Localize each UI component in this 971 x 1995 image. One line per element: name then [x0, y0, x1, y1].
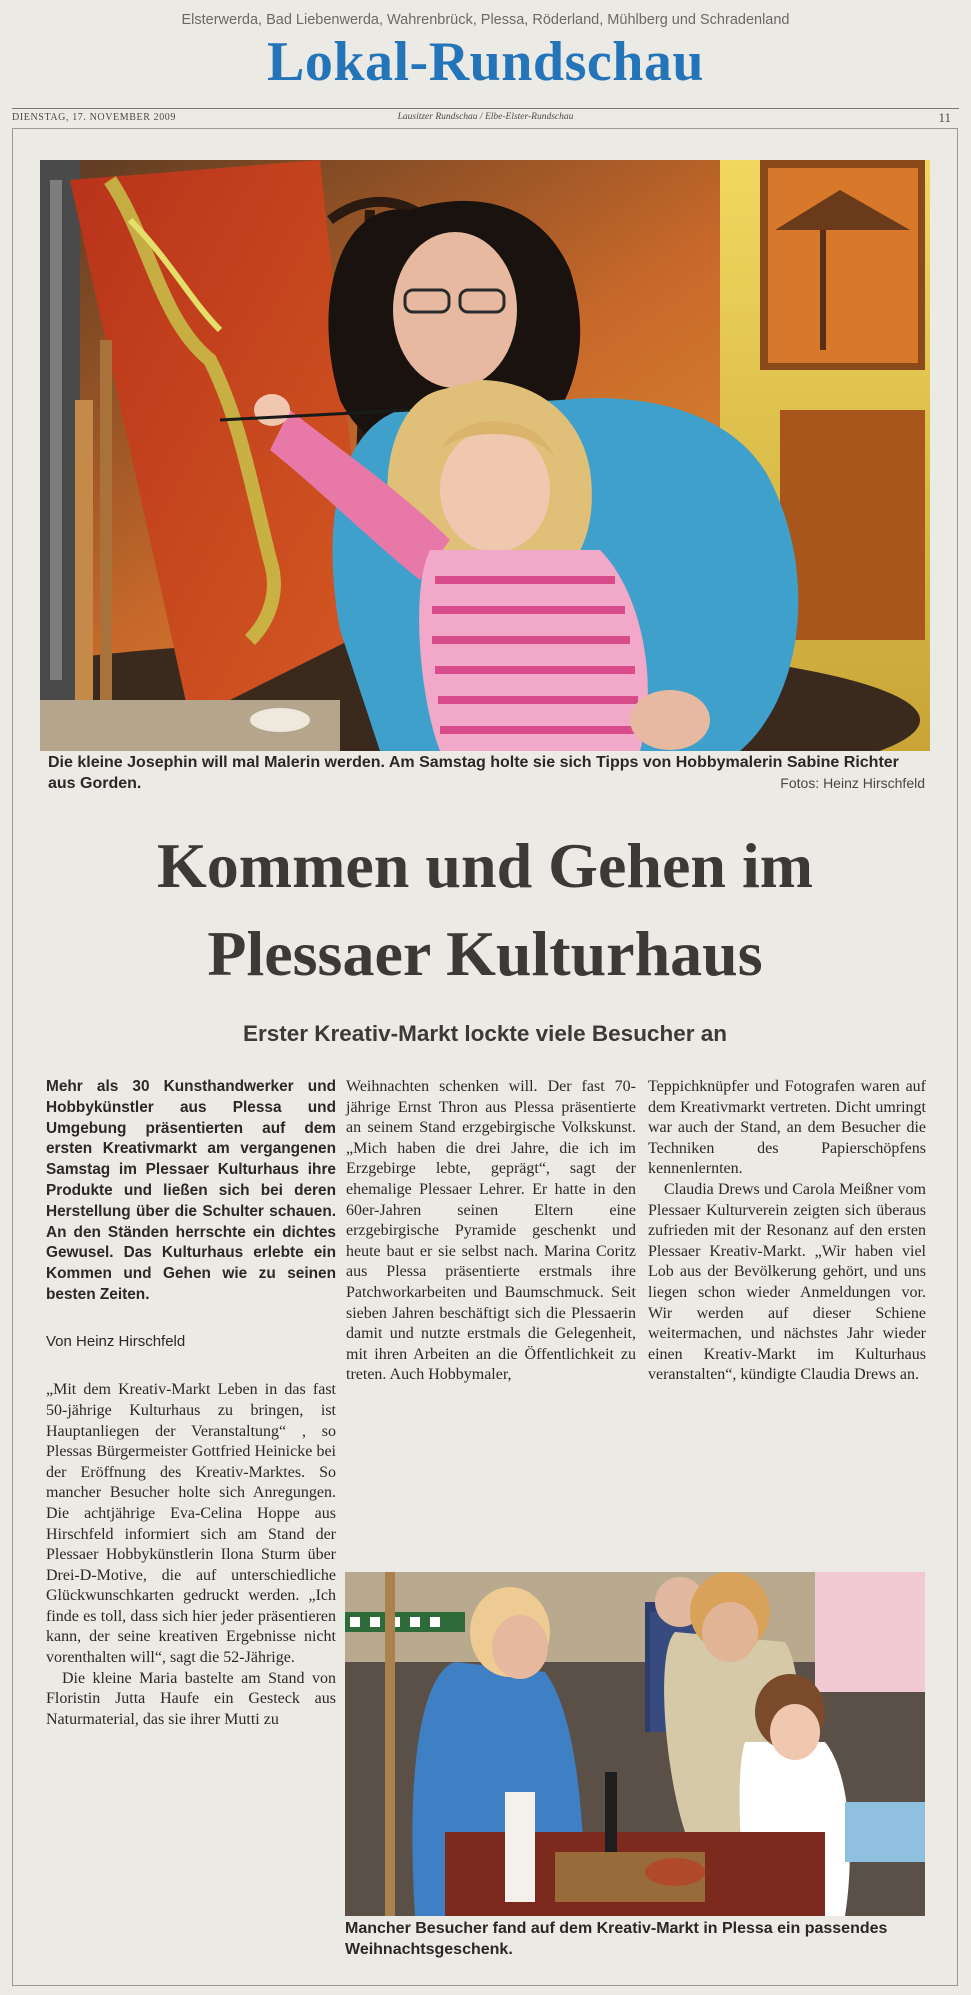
- article-paragraph: „Mit dem Kreativ-Markt Leben in das fast 50-jährige Kulturhaus zu bringen, ist Hauptanliegen der Veranstaltung“ , so Plessas Bürgermeister Gottfried Heinicke bei der Eröffnung des Kreativ-Marktes. So mancher Besucher holte sich Anregungen. Die achtjährige Eva-Celina Hoppe aus Hirschfeld informiert sich am Stand der Plessaer Hobbykünstlerin Ilona Sturm über Drei-D-Motive, die auf unterschiedliche Glückwunschkarten gedruckt werden. „Ich finde es toll, dass sich hier jeder präsentieren kann, der seine kreativen Ergebnisse nicht vorenthalten will“, sagt die 52-Jährige.: [46, 1381, 336, 1667]
- article-subheadline: Erster Kreativ-Markt lockte viele Besucher an: [243, 1021, 727, 1046]
- article-column-1: [46, 1077, 336, 1730]
- market-photo: [345, 1572, 925, 1916]
- article-headline: [40, 822, 930, 998]
- article-paragraph: Claudia Drews und Carola Meißner vom Plessaer Kulturverein zeigten sich überaus zufrieden mit der Resonanz auf den ersten Plessaer Kreativ-Markt. „Wir haben viel Lob aus der Bevölkerung gehört, und uns liegen schon wieder Anmeldungen vor. Wir werden auf dieser Schiene weitermachen, und nächstes Jahr wieder einen Kreativ-Markt im Kulturhaus veranstalten“, kündigte Claudia Drews an.: [648, 1180, 926, 1384]
- headline-line-2: Plessaer Kulturhaus: [207, 918, 763, 989]
- article-paragraph: Die kleine Maria bastelte am Stand von Floristin Jutta Haufe ein Gesteck aus Naturmaterial, das sie ihrer Mutti zu: [46, 1669, 336, 1728]
- page-number: 11: [938, 110, 951, 125]
- region-line: Elsterwerda, Bad Liebenwerda, Wahrenbrück, Plessa, Röderland, Mühlberg und Schradenland: [181, 12, 790, 28]
- publication-name: Lausitzer Rundschau / Elbe-Elster-Rundschau: [397, 112, 574, 122]
- article-paragraph: Teppichknüpfer und Fotografen waren auf dem Kreativmarkt vertreten. Dicht umringt war auch der Stand, an dem Besucher die Techniken des Papierschöpfens kennenlernten.: [648, 1078, 926, 1178]
- article-column-2: [346, 1077, 636, 1386]
- photo1-caption: Die kleine Josephin will mal Malerin werden. Am Samstag holte sie sich Tipps von Hobbymalerin Sabine Richter aus Gorden.: [48, 754, 899, 792]
- photo2-caption: Mancher Besucher fand auf dem Kreativ-Markt in Plessa ein passendes Weihnachtsgeschenk.: [345, 1920, 888, 1958]
- headline-line-1: Kommen und Gehen im: [156, 830, 814, 901]
- article-lead: Mehr als 30 Kunsthandwerker und Hobbykünstler aus Plessa und Umgebung präsentierten auf dem ersten Kreativmarkt am vergangenen Samstag im Plessaer Kulturhaus ihre Produkte und ließen sich bei deren Herstellung über die Schulter schauen. An den Ständen herrschte ein dichtes Gewusel. Das Kulturhaus erlebte ein Kommen und Gehen wie zu seinen besten Zeiten.: [46, 1078, 336, 1303]
- issue-date: DIENSTAG, 17. NOVEMBER 2009: [12, 112, 177, 123]
- photo-credit: Fotos: Heinz Hirschfeld: [780, 775, 925, 791]
- painting-photo: [40, 160, 930, 751]
- article-byline: Von Heinz Hirschfeld: [46, 1332, 186, 1350]
- article-paragraph: Weihnachten schenken will. Der fast 70-jährige Ernst Thron aus Plessa präsentierte an seinem Stand erzgebirgische Volkskunst. „Mich haben die drei Jahre, die ich im Erzgebirge lebte, geprägt“, sagt der ehemalige Plessaer Lehrer. Er hatte in den 60er-Jahren seinen Eltern eine erzgebirgische Pyramide geschenkt und heute baut er sie selbst nach. Marina Coritz aus Plessa präsentierte erstmals ihre Patchworkarbeiten und Baumschmuck. Seit sieben Jahren beschäftigt sich die Plessaerin damit und nutzte erstmals die Gelegenheit, mit ihren Arbeiten an die Öffentlichkeit zu treten. Auch Hobbymaler,: [346, 1078, 636, 1384]
- masthead-title: Lokal-Rundschau: [266, 31, 704, 93]
- dateline: [12, 108, 959, 127]
- article-column-3: [648, 1077, 926, 1386]
